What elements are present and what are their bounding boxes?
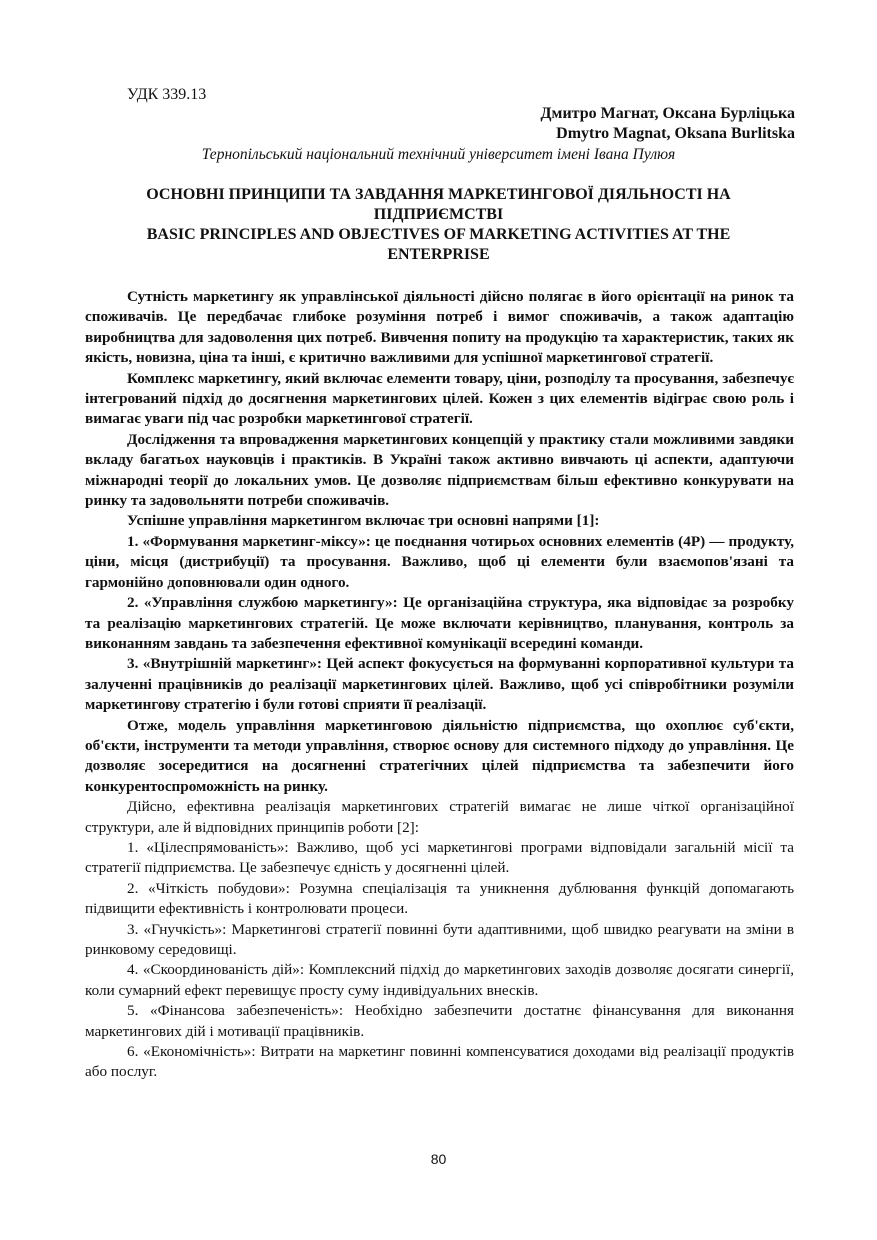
title-ukrainian-line-1: ОСНОВНІ ПРИНЦИПИ ТА ЗАВДАННЯ МАРКЕТИНГОВОЇ ДІЯЛЬНОСТІ НА <box>146 186 731 203</box>
affiliation: Тернопільський національний технічний університет імені Івана Пулюя <box>201 146 676 163</box>
list-item: 5. «Фінансова забезпеченість»: Необхідно забезпечити достатнє фінансування для виконання маркетингових дій і мотивації працівників. <box>85 1002 794 1040</box>
paper-title <box>110 185 767 265</box>
list-item: 1. «Формування маркетинг-міксу»: це поєднання чотирьох основних елементів (4P) — продукту, ціни, місця (дистрибуції) та просування. Важливо, щоб ці елементи були взаємопов'язані та гармонійно доповнювали один одного. <box>85 532 794 591</box>
paragraph: Дійсно, ефективна реалізація маркетингових стратегій вимагає не лише чіткої організаційної структури, але й відповідних принципів роботи [2]: <box>85 798 794 836</box>
paragraph: Отже, модель управління маркетинговою діяльністю підприємства, що охоплює суб'єкти, об'єкти, інструменти та методи управління, створює основу для системного підходу до управління. Це дозволяє зосередитися на досягненні стратегічних цілей підприємства та забезпечити його конкурентоспроможність на ринку. <box>85 716 794 795</box>
article-body <box>85 287 794 1083</box>
paragraph: Сутність маркетингу як управлінської діяльності дійсно полягає в його орієнтації на ринок та споживачів. Це передбачає глибоке розуміння потреб і вимог споживачів, а також адаптацію виробництва для задоволення цих потреб. Вивчення попиту на продукцію та характеристик, таких як якість, новизна, ціна та інші, є критично важливими для успішної маркетингової стратегії. <box>85 288 794 367</box>
authors-block <box>541 104 795 144</box>
list-item: 3. «Внутрішній маркетинг»: Цей аспект фокусується на формуванні корпоративної культури та залученні працівників до реалізації маркетингових цілей. Важливо, щоб усі співробітники розуміли маркетингову стратегію і були готові сприяти її реалізації. <box>85 655 794 714</box>
list-item: 2. «Чіткість побудови»: Розумна спеціалізація та уникнення дублювання функцій допомагають підвищити ефективність і контролювати процеси. <box>85 879 794 918</box>
list-item: 4. «Скоординованість дій»: Комплексний підхід до маркетингових заходів дозволяє досягати синергії, коли сумарний ефект перевищує просту суму індивідуальних внесків. <box>85 961 794 999</box>
paragraph: Дослідження та впровадження маркетингових концепцій у практику стали можливими завдяки вкладу багатьох науковців і практиків. В Україні також активно вивчають ці аспекти, адаптуючи міжнародні теорії до локальних умов. Це дозволяє підприємствам більш ефективно конкурувати на ринку та задовольняти потреби споживачів. <box>85 430 794 510</box>
paragraph: Успішне управління маркетингом включає три основні напрями [1]: <box>127 512 600 530</box>
title-english-line-1: BASIC PRINCIPLES AND OBJECTIVES OF MARKETING ACTIVITIES AT THE <box>146 226 731 243</box>
authors-english: Dmytro Magnat, Oksana Burlitska <box>556 125 795 142</box>
title-english-line-2: ENTERPRISE <box>387 246 490 263</box>
authors-ukrainian: Дмитро Магнат, Оксана Бурліцька <box>540 105 795 122</box>
list-item: 3. «Гнучкість»: Маркетингові стратегії повинні бути адаптивними, щоб швидко реагувати на зміни в ринковому середовищі. <box>85 920 794 958</box>
list-item: 1. «Цілеспрямованість»: Важливо, щоб усі маркетингові програми відповідали загальній місії та стратегії підприємства. Це забезпечує єдність у досягненні цілей. <box>85 838 794 877</box>
list-item: 2. «Управління службою маркетингу»: Це організаційна структура, яка відповідає за розробку та реалізацію маркетингових стратегій. Це може включати керівництво, планування, контроль за виконанням завдань та забезпечення ефективної комунікації всередині команди. <box>85 594 794 652</box>
list-item: 6. «Економічність»: Витрати на маркетинг повинні компенсуватися доходами від реалізації продуктів або послуг. <box>85 1043 794 1081</box>
paragraph: Комплекс маркетингу, який включає елементи товару, ціни, розподілу та просування, забезпечує інтегрований підхід до досягнення маркетингових цілей. Кожен з цих елементів відіграє свою роль і вимагає уваги під час розробки маркетингової стратегії. <box>85 369 794 428</box>
udc-code: УДК 339.13 <box>127 86 207 103</box>
page-number: 80 <box>430 1151 447 1167</box>
title-ukrainian-line-2: ПІДПРИЄМСТВІ <box>373 206 504 223</box>
